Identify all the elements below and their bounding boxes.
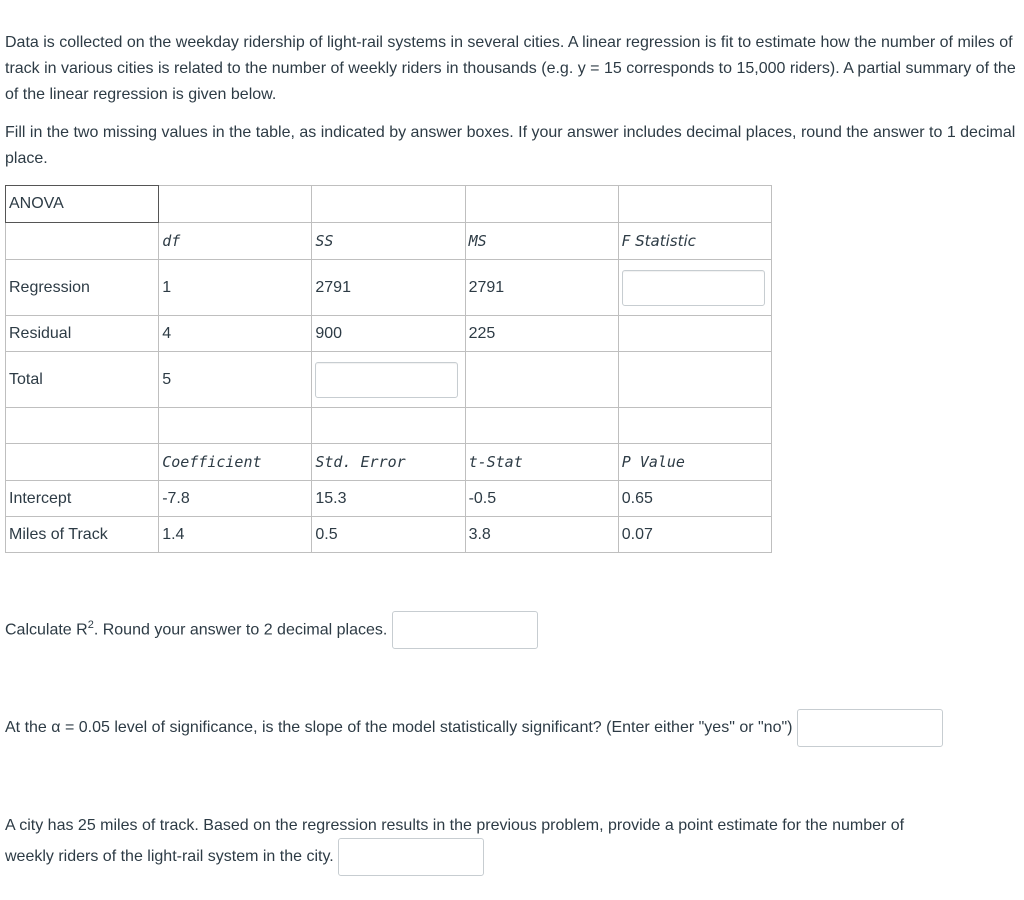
q3-text: weekly riders of the light-rail system in the city. <box>5 848 334 866</box>
significance-answer-box[interactable] <box>797 709 943 747</box>
table-row-miles <box>6 517 772 553</box>
row-label: Regression <box>6 260 159 316</box>
q1-superscript: 2 <box>87 619 94 631</box>
miles-se: 0.5 <box>312 517 465 553</box>
total-ss-cell <box>312 352 465 408</box>
table-row-intercept <box>6 481 772 517</box>
residual-ms: 225 <box>465 316 618 352</box>
header-ms: MS <box>465 223 618 260</box>
miles-coef: 1.4 <box>159 517 312 553</box>
intro-paragraph: Data is collected on the weekday ridership of light-rail systems in several cities. A linear regression is fit to estimate how the number of miles of track in various cities is related to the number of weekly riders in thousands (e.g. y = 15 corresponds to 15,000 riders). A partial summary of the of the linear regression is given below. <box>5 34 1016 103</box>
row-label: Intercept <box>6 481 159 517</box>
row-label: Total <box>6 352 159 408</box>
row-label: Residual <box>6 316 159 352</box>
miles-p: 0.07 <box>618 517 771 553</box>
intercept-t: -0.5 <box>465 481 618 517</box>
table-row-regression <box>6 260 772 316</box>
regression-df: 1 <box>159 260 312 316</box>
anova-table <box>5 185 772 553</box>
row-label: Miles of Track <box>6 517 159 553</box>
total-df: 5 <box>159 352 312 408</box>
coef-header-row <box>6 444 772 481</box>
table-header-row <box>6 223 772 260</box>
regression-ss: 2791 <box>312 260 465 316</box>
instructions-paragraph: Fill in the two missing values in the table, as indicated by answer boxes. If your answer includes decimal places, round the answer to 1 decimal place. <box>5 124 1016 167</box>
table-row-residual <box>6 316 772 352</box>
header-t-stat: t-Stat <box>465 444 618 481</box>
table-row-total <box>6 352 772 408</box>
header-p-value: P Value <box>618 444 771 481</box>
q1-text-after: . Round your answer to 2 decimal places. <box>93 621 388 639</box>
regression-ms: 2791 <box>465 260 618 316</box>
residual-df: 4 <box>159 316 312 352</box>
intercept-se: 15.3 <box>312 481 465 517</box>
point-estimate-answer-box[interactable] <box>338 838 484 876</box>
header-df: df <box>159 223 312 260</box>
table-spacer-row <box>6 408 772 444</box>
header-ss: SS <box>312 223 465 260</box>
q1-text: Calculate R <box>5 621 88 639</box>
residual-ss: 900 <box>312 316 465 352</box>
question-point-estimate-line1: A city has 25 miles of track. Based on the regression results in the previous problem, provide a point estimate for the number of <box>5 817 905 834</box>
q2-text: At the α = 0.05 level of significance, is the slope of the model statistically significant? (Enter either "yes" or "no") <box>5 719 793 737</box>
header-std-error: Std. Error <box>312 444 465 481</box>
intercept-coef: -7.8 <box>159 481 312 517</box>
f-statistic-cell <box>618 260 771 316</box>
question-significance <box>5 709 943 747</box>
question-r-squared <box>5 606 538 649</box>
header-coefficient: Coefficient <box>159 444 312 481</box>
miles-t: 3.8 <box>465 517 618 553</box>
total-ss-answer-box[interactable] <box>315 362 458 398</box>
f-statistic-answer-box[interactable] <box>622 270 765 306</box>
header-f-statistic: F Statistic <box>618 223 771 260</box>
r-squared-answer-box[interactable] <box>392 611 538 649</box>
question-point-estimate-line2 <box>5 838 484 876</box>
intercept-p: 0.65 <box>618 481 771 517</box>
table-title: ANOVA <box>6 186 159 223</box>
